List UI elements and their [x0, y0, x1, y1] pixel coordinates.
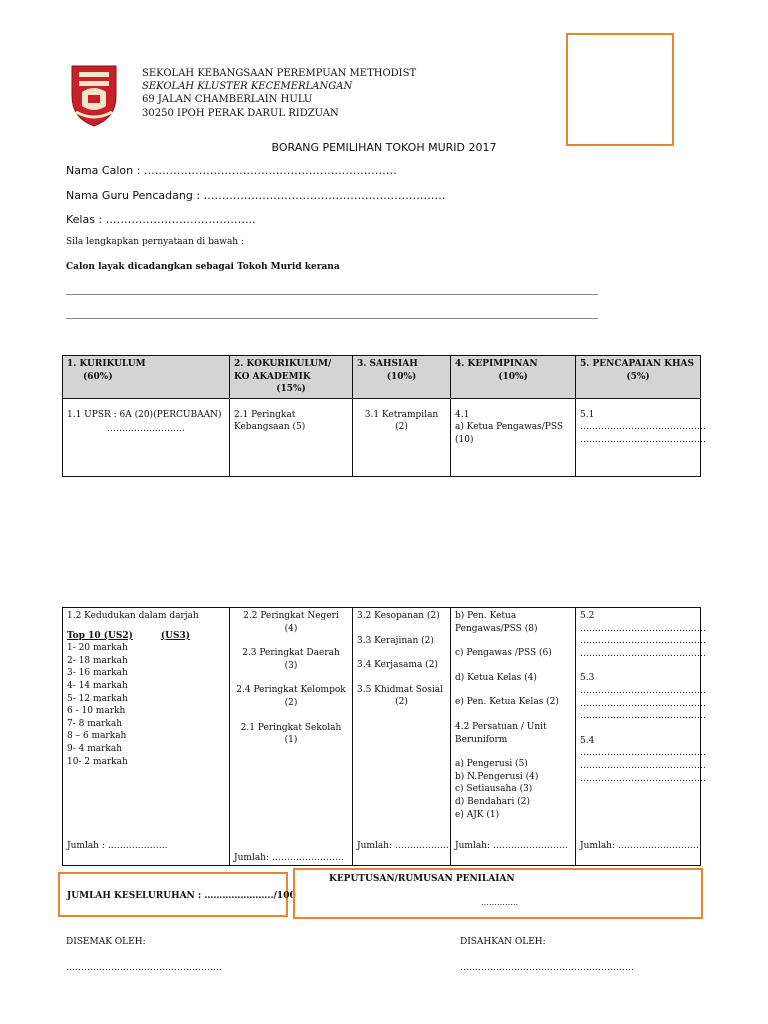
peringkat-sekolah: 2.1 Peringkat Sekolah (1) [240, 722, 342, 746]
photo-box [566, 33, 674, 146]
rank-item: 9- 4 markah [67, 743, 123, 754]
criteria-row-1 [63, 398, 701, 476]
kelas-field[interactable]: Kelas : ………………………………….. [66, 213, 256, 226]
persatuan-item: a) Pengerusi (5) [455, 759, 528, 770]
jumlah-kepimpinan[interactable]: Jumlah: ……………………. [455, 841, 568, 852]
sahsiah-item: 3.3 Kerajinan (2) [357, 635, 434, 646]
cell-kebangsaan[interactable]: 2.1 Peringkat Kebangsaan (5) [230, 398, 353, 476]
keputusan-box[interactable] [293, 868, 703, 919]
jumlah-kokurikulum[interactable]: Jumlah: …………………… [234, 853, 344, 864]
disahkan-label: DISAHKAN OLEH: [460, 937, 546, 947]
criteria-row-2 [63, 608, 701, 866]
cell-pencapaian-5-1[interactable]: 5.1 …………………………………… …………………………………… [576, 398, 701, 476]
form-title: BORANG PEMILIHAN TOKOH MURID 2017 [271, 141, 497, 154]
dots-line[interactable]: …………………………………… [580, 698, 706, 709]
pengawas-pss: c) Pengawas /PSS (6) [455, 648, 552, 659]
rank-item: 7- 8 markah [67, 718, 123, 729]
dots-line[interactable]: …………………………………… [580, 636, 706, 647]
disahkan-signature-line[interactable]: …………………………………………………. [460, 963, 634, 973]
school-address [142, 67, 416, 120]
disemak-signature-line[interactable]: ……………………………………………. [66, 963, 222, 973]
dots-line[interactable]: …………………………………… [580, 773, 706, 784]
cell-pencapaian-khas[interactable] [576, 608, 706, 866]
peringkat-negeri: 2.2 Peringkat Negeri (4) [243, 611, 339, 634]
school-name: SEKOLAH KEBANGSAAN PEREMPUAN METHODIST [142, 68, 417, 79]
rank-item: 8 – 6 markah [67, 731, 127, 742]
dots-line[interactable]: …………………………………… [580, 623, 706, 634]
item-5-4: 5.4 [580, 735, 595, 746]
rank-item: 2- 18 markah [67, 655, 128, 666]
dots-line[interactable]: …………………………………… [580, 685, 706, 696]
jumlah-keseluruhan-text: JUMLAH KESELURUHAN : …………………../100 [67, 891, 296, 901]
header-kokurikulum: 2. KOKURIKULUM/ KO AKADEMIK (15%) [230, 356, 353, 399]
jumlah-keseluruhan-box[interactable] [58, 872, 296, 917]
answer-line-2[interactable] [66, 318, 598, 319]
jumlah-pencapaian[interactable]: Jumlah: ……………………… [580, 841, 699, 852]
cell-ketrampilan[interactable]: 3.1 Ketrampilan (2) [353, 398, 451, 476]
peringkat-daerah: 2.3 Peringkat Daerah (3) [242, 648, 340, 671]
rank-item: 10- 2 markah [67, 756, 128, 767]
persatuan-item: e) AJK (1) [455, 809, 500, 820]
cell-kedudukan[interactable] [63, 608, 230, 866]
cell-sahsiah[interactable] [353, 608, 451, 866]
header-sahsiah: 3. SAHSIAH (10%) [353, 356, 451, 399]
cell-kepimpinan[interactable] [451, 608, 576, 866]
kedudukan-list [67, 642, 225, 768]
header-pencapaian-khas: 5. PENCAPAIAN KHAS (5%) [576, 356, 701, 399]
rank-item: 5- 12 markah [67, 693, 128, 704]
instruction-text: Sila lengkapkan pernyataan di bawah : [66, 237, 244, 247]
dots-line[interactable]: …………………………………… [580, 760, 706, 771]
jumlah-sahsiah[interactable]: Jumlah: ……………… [357, 841, 449, 852]
jumlah-kurikulum[interactable]: Jumlah : ……………….. [67, 841, 168, 852]
rank-item: 4- 14 markah [67, 680, 128, 691]
kedudukan-title: 1.2 Kedudukan dalam darjah [67, 611, 199, 621]
pen-ketua-pengawas: b) Pen. Ketua Pengawas/PSS (8) [455, 611, 538, 634]
criteria-table-bottom [62, 607, 706, 866]
sahsiah-item: 3.4 Kerjasama (2) [357, 660, 438, 671]
persatuan-item: b) N.Pengerusi (4) [455, 771, 539, 782]
header-kepimpinan: 4. KEPIMPINAN (10%) [451, 356, 576, 399]
rank-item: 6 - 10 markh [67, 706, 126, 717]
rank-item: 1- 20 markah [67, 643, 128, 654]
nama-calon-field[interactable]: Nama Calon : …………………………………………………………… [66, 164, 397, 177]
pen-ketua-kelas: e) Pen. Ketua Kelas (2) [455, 697, 559, 708]
criteria-header-row [63, 356, 701, 399]
ketua-kelas: d) Ketua Kelas (4) [455, 672, 537, 683]
address-line2: 30250 IPOH PERAK DARUL RIDZUAN [142, 107, 339, 119]
persatuan-list [455, 758, 571, 821]
school-cluster: SEKOLAH KLUSTER KECEMERLANGAN [142, 81, 353, 93]
disemak-label: DISEMAK OLEH: [66, 937, 146, 947]
item-5-2: 5.2 [580, 611, 595, 621]
cell-upsr[interactable]: 1.1 UPSR : 6A (20)(PERCUBAAN) …………………….. [63, 398, 230, 476]
header-kurikulum: 1. KURIKULUM (60%) [63, 356, 230, 399]
item-5-3: 5.3 [580, 673, 595, 684]
statement-text: Calon layak dicadangkan sebagai Tokoh Murid kerana [66, 262, 340, 272]
school-crest-logo [66, 62, 122, 128]
dots-line[interactable]: …………………………………… [580, 711, 706, 722]
keputusan-dots[interactable]: ………….. [481, 898, 519, 907]
top-10-heading: Top 10 (US2) (US3) [67, 630, 191, 641]
answer-line-1[interactable] [66, 294, 598, 295]
persatuan-item: c) Setiausaha (3) [455, 784, 533, 795]
address-line1: 69 JALAN CHAMBERLAIN HULU [142, 94, 313, 106]
rank-item: 3- 16 markah [67, 668, 128, 679]
dots-line[interactable]: …………………………………… [580, 748, 706, 759]
sahsiah-khidmat: 3.5 Khidmat Sosial (2) [357, 684, 444, 708]
cell-peringkat[interactable] [230, 608, 353, 866]
persatuan-heading: 4.2 Persatuan / Unit Beruniform [455, 721, 547, 745]
peringkat-kelompok: 2.4 Peringkat Kelompok (2) [236, 685, 346, 708]
nama-guru-field[interactable]: Nama Guru Pencadang : ………………………………………………………… [66, 189, 446, 202]
cell-ketua-pengawas[interactable]: 4.1 a) Ketua Pengawas/PSS (10) [451, 398, 576, 476]
persatuan-item: d) Bendahari (2) [455, 796, 530, 807]
dots-line[interactable]: …………………………………… [580, 648, 706, 659]
sahsiah-item: 3.2 Kesopanan (2) [357, 611, 440, 621]
keputusan-title: KEPUTUSAN/RUMUSAN PENILAIAN [329, 874, 515, 884]
criteria-table-top [62, 355, 706, 477]
